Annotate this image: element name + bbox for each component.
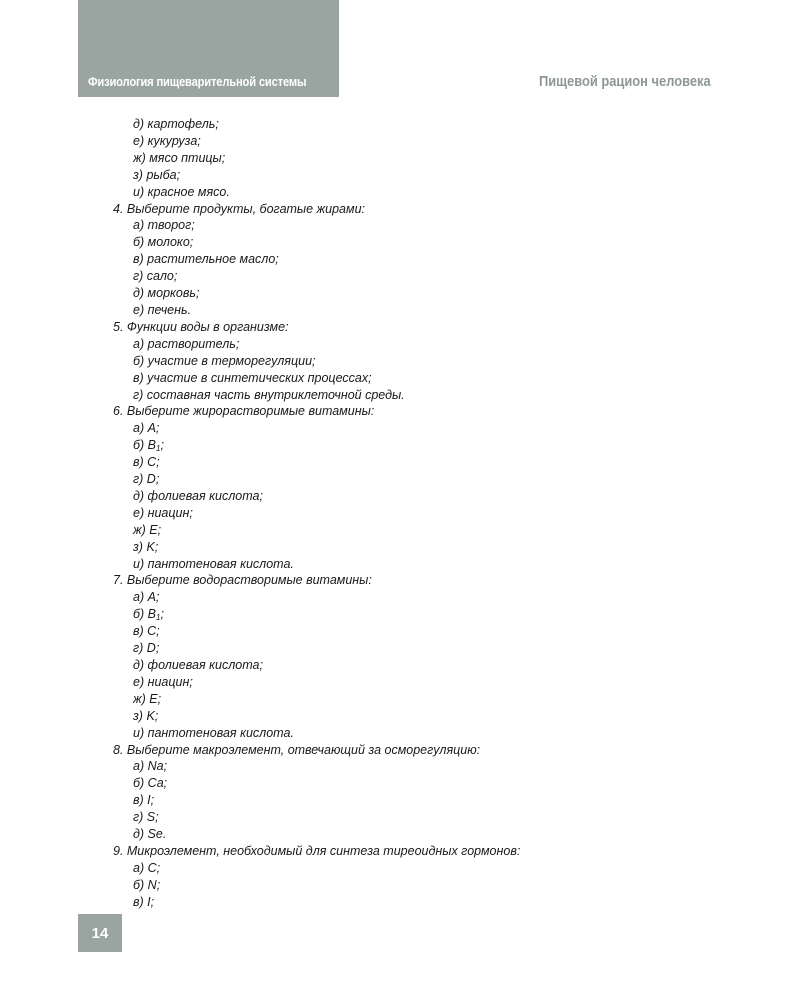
- answer-option: д) морковь;: [133, 286, 200, 301]
- answer-option: г) сало;: [133, 269, 178, 284]
- answer-option: а) Na;: [133, 759, 168, 774]
- answer-option: в) I;: [133, 793, 155, 808]
- question-line: 7. Выберите водорастворимые витамины:: [113, 573, 372, 588]
- answer-option: в) C;: [133, 624, 160, 639]
- answer-option: а) A;: [133, 421, 160, 436]
- answer-option: в) растительное масло;: [133, 252, 279, 267]
- question-line: 6. Выберите жирорастворимые витамины:: [113, 404, 375, 419]
- answer-option: в) I;: [133, 894, 155, 909]
- question-line: 9. Микроэлемент, необходимый для синтеза тиреоидных гормонов:: [113, 843, 521, 858]
- answer-option: е) печень.: [133, 302, 192, 317]
- answer-option: а) A;: [133, 590, 160, 605]
- answer-option: е) кукуруза;: [133, 133, 201, 148]
- answer-option: а) творог;: [133, 218, 195, 233]
- answer-option: б) участие в терморегуляции;: [133, 353, 316, 368]
- answer-option: д) Se.: [133, 827, 167, 842]
- question-list: [113, 116, 713, 911]
- answer-option: и) пантотеновая кислота.: [133, 725, 294, 740]
- answer-option: ж) мясо птицы;: [133, 150, 226, 165]
- answer-option: д) картофель;: [133, 117, 219, 131]
- answer-option: г) S;: [133, 810, 159, 825]
- answer-option: б) Ca;: [133, 776, 168, 791]
- answer-option: е) ниацин;: [133, 674, 193, 689]
- page-number: 14: [91, 924, 109, 942]
- question-line: 4. Выберите продукты, богатые жирами:: [113, 201, 366, 216]
- answer-option: и) пантотеновая кислота.: [133, 556, 294, 571]
- question-line: 8. Выберите макроэлемент, отвечающий за осморегуляцию:: [113, 742, 481, 757]
- answer-option: а) C;: [133, 860, 161, 875]
- answer-option: в) C;: [133, 455, 160, 470]
- answer-option: ж) E;: [133, 522, 162, 537]
- answer-option: г) D;: [133, 472, 160, 487]
- answer-option: б) $B_1$;: [133, 607, 164, 623]
- answer-option: в) участие в синтетических процессах;: [133, 370, 372, 385]
- chapter-title: Пищевой рацион человека: [539, 73, 711, 90]
- answer-option: б) $B_1$;: [133, 438, 164, 454]
- answer-option: а) растворитель;: [133, 336, 240, 351]
- answer-option: д) фолиевая кислота;: [133, 488, 263, 503]
- answer-option: и) красное мясо.: [133, 184, 230, 199]
- answer-option: з) K;: [133, 708, 159, 723]
- answer-option: з) рыба;: [133, 167, 181, 182]
- answer-option: е) ниацин;: [133, 505, 193, 520]
- answer-option: б) молоко;: [133, 235, 194, 250]
- answer-option: г) составная часть внутриклеточной среды.: [133, 387, 405, 402]
- answer-option: д) фолиевая кислота;: [133, 658, 263, 672]
- answer-option: ж) E;: [133, 691, 162, 706]
- answer-option: з) K;: [133, 539, 159, 554]
- question-line: 5. Функции воды в организме:: [113, 319, 289, 334]
- answer-option: б) N;: [133, 877, 161, 892]
- section-title: Физиология пищеварительной системы: [88, 74, 307, 89]
- page-number-box: [78, 914, 122, 952]
- answer-option: г) D;: [133, 641, 160, 656]
